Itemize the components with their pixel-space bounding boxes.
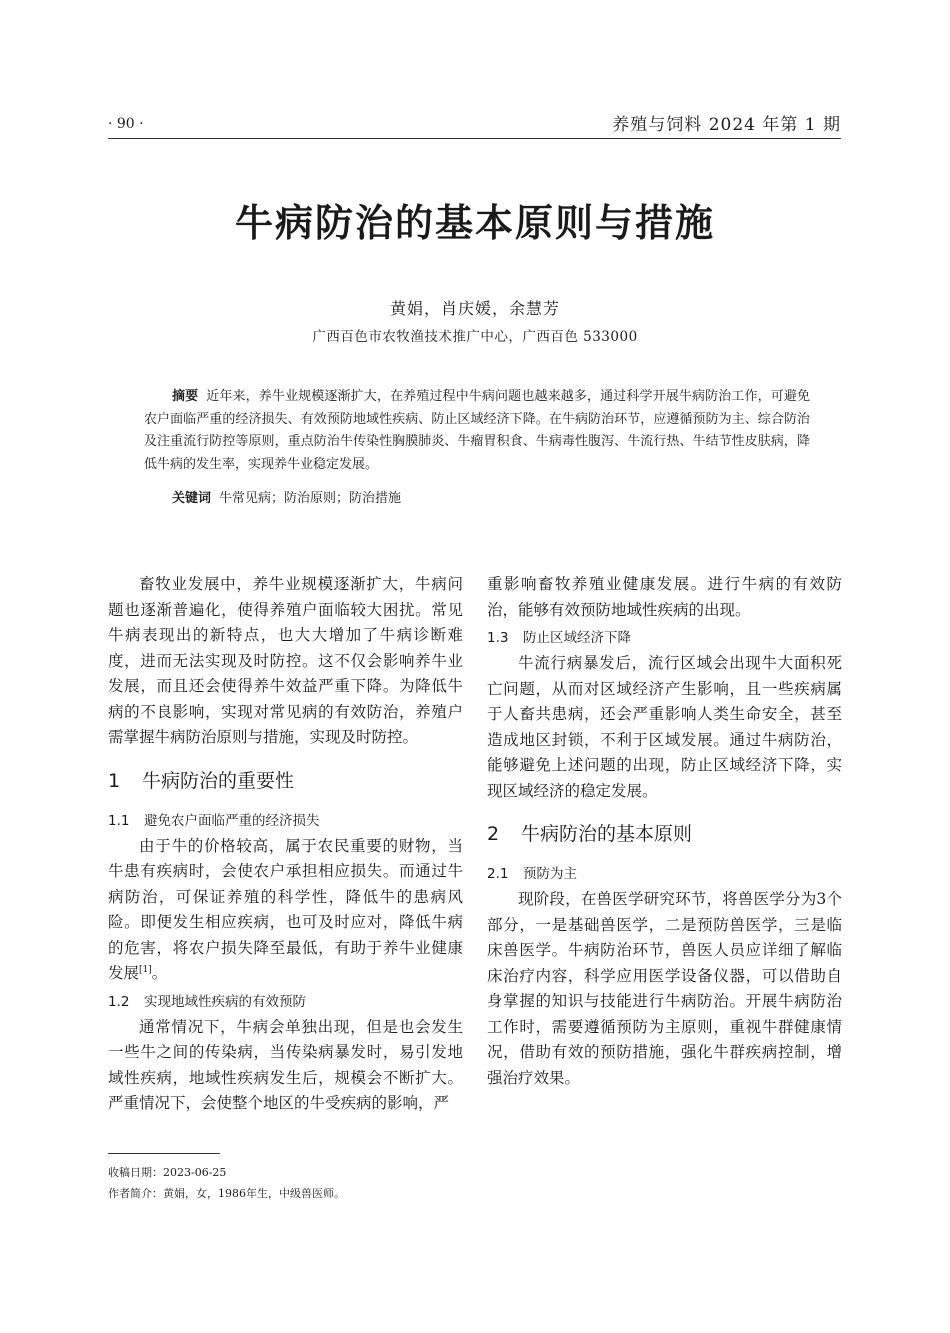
section-number: 1	[108, 769, 121, 792]
author-bio: 作者简介：黄娟，女，1986年生，中级兽医师。	[108, 1187, 345, 1200]
keywords-text: 牛常见病；防治原则；防治措施	[219, 491, 402, 506]
left-column	[108, 572, 463, 1117]
page-number: · 90 ·	[108, 116, 144, 132]
section-2-heading	[487, 820, 842, 848]
subsection-title: 实现地域性疾病的有效预防	[144, 993, 306, 1010]
abstract-label: 摘要	[172, 389, 199, 404]
intro-paragraph: 畜牧业发展中，养牛业规模逐渐扩大，牛病问题也逐渐普遍化，使得养殖户面临较大困扰。常见牛病表现出的新特点，也大大增加了牛病诊断难度，进而无法实现及时防控。这不仅会影响养牛业发展，而且还会使得养牛效益严重下降。为降低牛病的不良影响，实现对常见病的有效防治，养殖户需掌握牛病防治原则与措施，实现及时防控。	[108, 575, 463, 746]
footnote-rule	[108, 1153, 220, 1154]
section-2-1-heading	[487, 862, 842, 886]
subsection-title: 预防为主	[523, 866, 577, 882]
affiliation: 广西百色市农牧渔技术推广中心，广西百色 533000	[312, 329, 638, 345]
section-1-2-paragraph-part1: 通常情况下，牛病会单独出现，但是也会发生一些牛之间的传染病，当传染病暴发时，易引发地域性疾病，地域性疾病发生后，规模会不断扩大。严重情况下，会使整个地区的牛受疾病的影响，严	[108, 1017, 463, 1112]
section-2-1-paragraph: 现阶段，在兽医学研究环节，将兽医学分为3个部分，一是基础兽医学，二是预防兽医学，三是临床兽医学。牛病防治环节，兽医人员应详细了解临床治疗内容，科学应用医学设备仪器，可以借助自身掌握的知识与技能进行牛病防治。开展牛病防治工作时，需要遵循预防为主原则，重视牛群健康情况，借助有效的预防措施，强化牛群疾病控制，增强治疗效果。	[487, 890, 842, 1087]
section-1-2-paragraph-part2: 重影响畜牧养殖业健康发展。进行牛病的有效防治，能够有效预防地域性疾病的出现。	[487, 575, 842, 619]
paragraph-end: 。	[151, 964, 168, 982]
subsection-title: 避免农户面临严重的经济损失	[144, 812, 320, 829]
article-title: 牛病防治的基本原则与措施	[234, 201, 715, 245]
section-1-3-heading	[487, 626, 842, 650]
subsection-number: 1.3	[487, 630, 509, 646]
section-1-2-heading	[108, 990, 463, 1014]
section-1-1-paragraph	[108, 834, 463, 987]
subsection-number: 1.2	[108, 993, 130, 1010]
keywords-label: 关键词	[172, 491, 212, 506]
abstract	[144, 386, 810, 476]
keywords	[172, 488, 812, 510]
section-1-3-paragraph: 牛流行病暴发后，流行区域会出现牛大面积死亡问题，从而对区域经济产生影响，且一些疾病属于人畜共患病，还会严重影响人类生命安全，甚至造成地区封锁，不利于区域发展。通过牛病防治，能够避免上述问题的出现，防止区域经济下降，实现区域经济的稳定发展。	[487, 654, 842, 800]
section-title: 牛病防治的基本原则	[521, 823, 693, 845]
section-title: 牛病防治的重要性	[142, 769, 295, 792]
citation-ref: [1]	[139, 964, 152, 975]
section-1-heading	[108, 767, 463, 795]
right-column	[487, 572, 842, 1091]
abstract-text: 近年来，养牛业规模逐渐扩大，在养殖过程中牛病问题也越来越多，通过科学开展牛病防治工作，可避免农户面临严重的经济损失、有效预防地域性疾病、防止区域经济下降。在牛病防治环节，应遵循预防为主、综合防治及注重流行防控等原则，重点防治牛传染性胸膜肺炎、牛瘤胃积食、牛病毒性腹泻、牛流行热、牛结节性皮肤病，降低牛病的发生率，实现养牛业稳定发展。	[144, 389, 810, 472]
received-date: 收稿日期：2023-06-25	[108, 1166, 227, 1179]
authors: 黄娟，肖庆媛，余慧芳	[389, 299, 560, 318]
section-number: 2	[487, 823, 500, 845]
section-1-1-heading	[108, 809, 463, 833]
subsection-title: 防止区域经济下降	[523, 630, 631, 646]
subsection-number: 2.1	[487, 866, 509, 882]
subsection-number: 1.1	[108, 812, 130, 829]
journal-issue: 养殖与饲料 2024 年第 1 期	[612, 115, 841, 135]
paragraph-text: 由于牛的价格较高，属于农民重要的财物，当牛患有疾病时，会使农户承担相应损失。而通过牛病防治，可保证养殖的科学性，降低牛的患病风险。即便发生相应疾病，也可及时应对，降低牛病的危害，将农户损失降至最低，有助于养牛业健康发展	[108, 836, 463, 982]
header-rule	[108, 138, 841, 139]
